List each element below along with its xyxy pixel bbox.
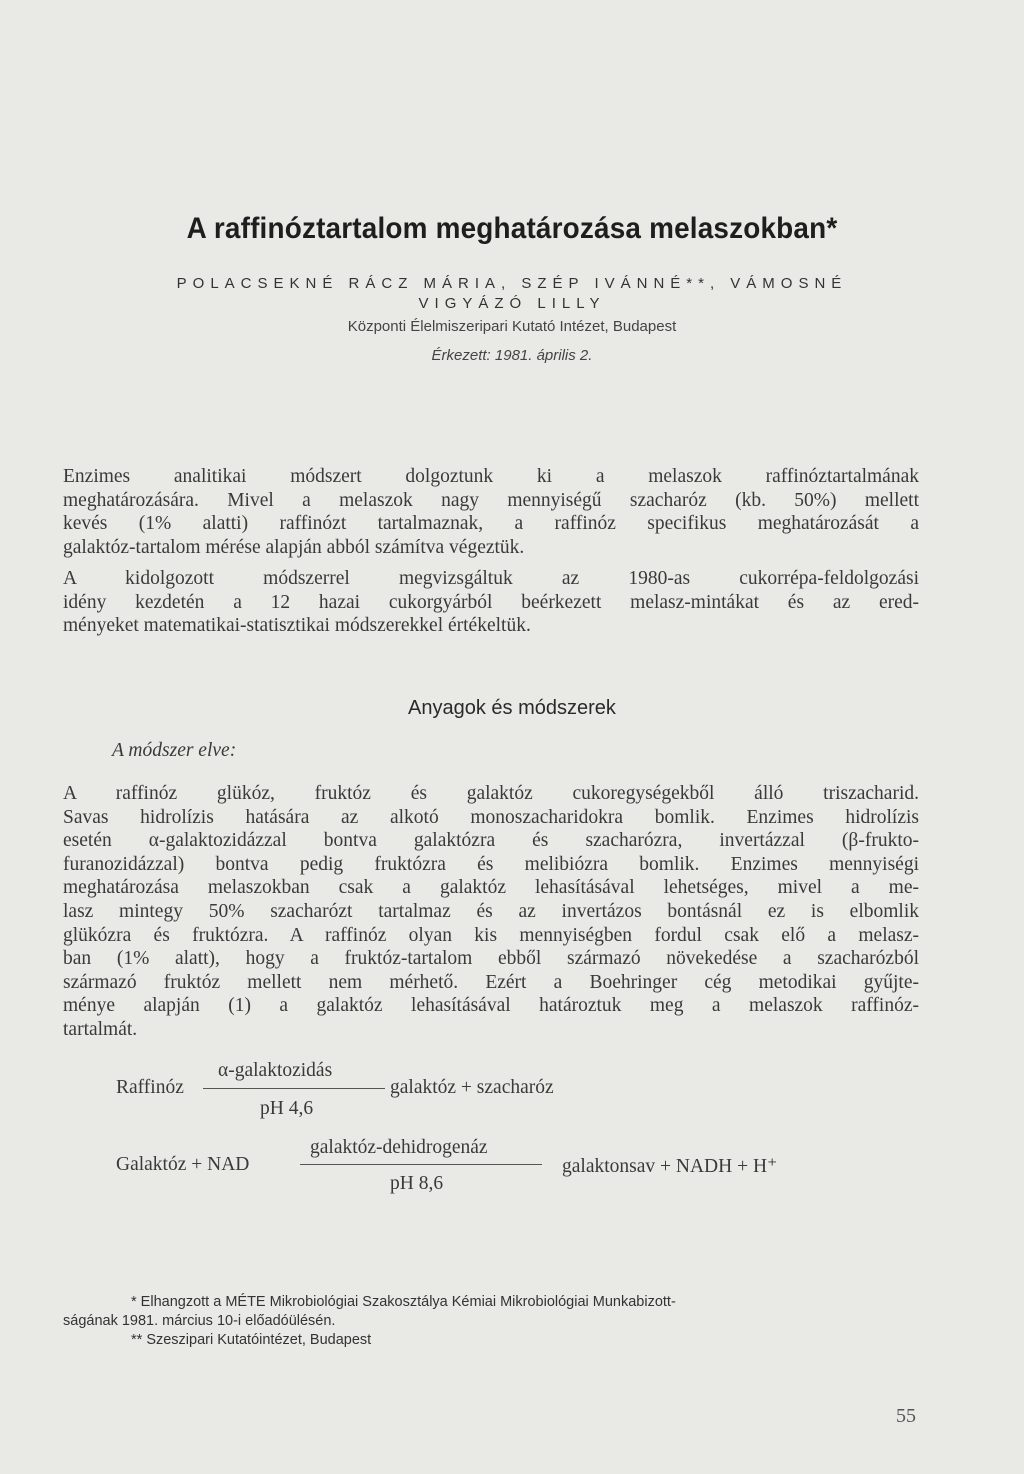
text-line: származó fruktóz mellett nem mérhető. Ezért a Boehringer cég metodikai gyűjte- bbox=[63, 971, 919, 993]
reaction-1-reactant: Raffinóz bbox=[116, 1077, 184, 1098]
text-line: tartalmát. bbox=[63, 1018, 138, 1040]
reaction-2-enzyme: galaktóz-dehidrogenáz bbox=[310, 1137, 488, 1158]
text-line: ban (1% alatt), hogy a fruktóz-tartalom ebből származó növekedése a szacharózból bbox=[63, 948, 919, 970]
footnotes bbox=[63, 1293, 923, 1350]
reaction-1-condition: pH 4,6 bbox=[260, 1098, 314, 1119]
footnote-line: ** Szeszipari Kutatóintézet, Budapest bbox=[131, 1332, 372, 1348]
text-line: galaktóz-tartalom mérése alapján abból számítva végeztük. bbox=[63, 536, 525, 558]
text-line: idény kezdetén a 12 hazai cukorgyárból beérkezett melasz-mintákat és az ered- bbox=[63, 591, 919, 613]
reaction-2-reactant: Galaktóz + NAD bbox=[116, 1154, 250, 1175]
authors bbox=[60, 274, 964, 314]
text-line: Savas hidrolízis hatására az alkotó monoszacharidokra bomlik. Enzimes hidrolízis bbox=[63, 806, 919, 828]
received-date: Érkezett: 1981. április 2. bbox=[431, 347, 593, 364]
method-paragraph bbox=[63, 782, 919, 1042]
abstract-paragraph-2 bbox=[63, 567, 919, 638]
reaction-1-enzyme: α-galaktozidás bbox=[218, 1060, 333, 1081]
reaction-1-product: galaktóz + szacharóz bbox=[390, 1077, 554, 1098]
footnote-line: ságának 1981. március 10-i előadóülésén. bbox=[63, 1313, 336, 1329]
text-line: A raffinóz glükóz, fruktóz és galaktóz cukoregységekből álló triszacharid. bbox=[63, 783, 919, 804]
reaction-2-arrow-line bbox=[300, 1164, 542, 1165]
text-line: lasz mintegy 50% szacharózt tartalmaz és az invertázos bontásnál ez is elbomlik bbox=[63, 900, 919, 922]
text-line: meghatározására. Mivel a melaszok nagy mennyiségű szacharóz (kb. 50%) mellett bbox=[63, 489, 919, 511]
footnote-line: * Elhangzott a MÉTE Mikrobiológiai Szakosztálya Kémiai Mikrobiológiai Munkabizott- bbox=[131, 1294, 676, 1310]
authors-line-2: VIGYÁZÓ LILLY bbox=[418, 295, 606, 312]
abstract-paragraph-1 bbox=[63, 465, 919, 559]
page-number: 55 bbox=[896, 1405, 916, 1427]
text-line: ménye alapján (1) a galaktóz lehasításával határoztuk meg a melaszok raffinóz- bbox=[63, 995, 919, 1017]
text-line: kevés (1% alatti) raffinózt tartalmaznak, a raffinóz specifikus meghatározását a bbox=[63, 513, 919, 535]
reaction-2-product: galaktonsav + NADH + H⁺ bbox=[562, 1156, 778, 1177]
reaction-1-arrow-line bbox=[203, 1088, 385, 1089]
section-heading: Anyagok és módszerek bbox=[408, 697, 616, 719]
text-line: meghatározása melaszokban csak a galaktóz lehasításával lehetséges, mivel a me- bbox=[63, 877, 919, 899]
text-line: esetén α-galaktozidázzal bontva galaktózra és szacharózra, invertázzal (β-frukto- bbox=[63, 830, 919, 852]
subsection-heading: A módszer elve: bbox=[112, 740, 237, 761]
text-line: Enzimes analitikai módszert dolgoztunk ki a melaszok raffinóztartalmának bbox=[63, 466, 919, 487]
text-line: ményeket matematikai-statisztikai módszerekkel értékeltük. bbox=[63, 615, 531, 637]
text-line: A kidolgozott módszerrel megvizsgáltuk az 1980-as cukorrépa-feldolgozási bbox=[63, 568, 919, 589]
institution: Központi Élelmiszeripari Kutató Intézet, Budapest bbox=[347, 318, 677, 335]
text-line: glükózra és fruktózra. A raffinóz olyan kis mennyiségben fordul csak elő a melasz- bbox=[63, 924, 919, 946]
reaction-2-condition: pH 8,6 bbox=[390, 1173, 444, 1194]
text-line: furanozidázzal) bontva pedig fruktózra és melibiózra bomlik. Enzimes mennyiségi bbox=[63, 853, 919, 875]
article-title: A raffinóztartalom meghatározása melaszokban* bbox=[186, 212, 838, 245]
authors-line-1: POLACSEKNÉ RÁCZ MÁRIA, SZÉP IVÁNNÉ**, VÁMOSNÉ bbox=[176, 275, 848, 292]
